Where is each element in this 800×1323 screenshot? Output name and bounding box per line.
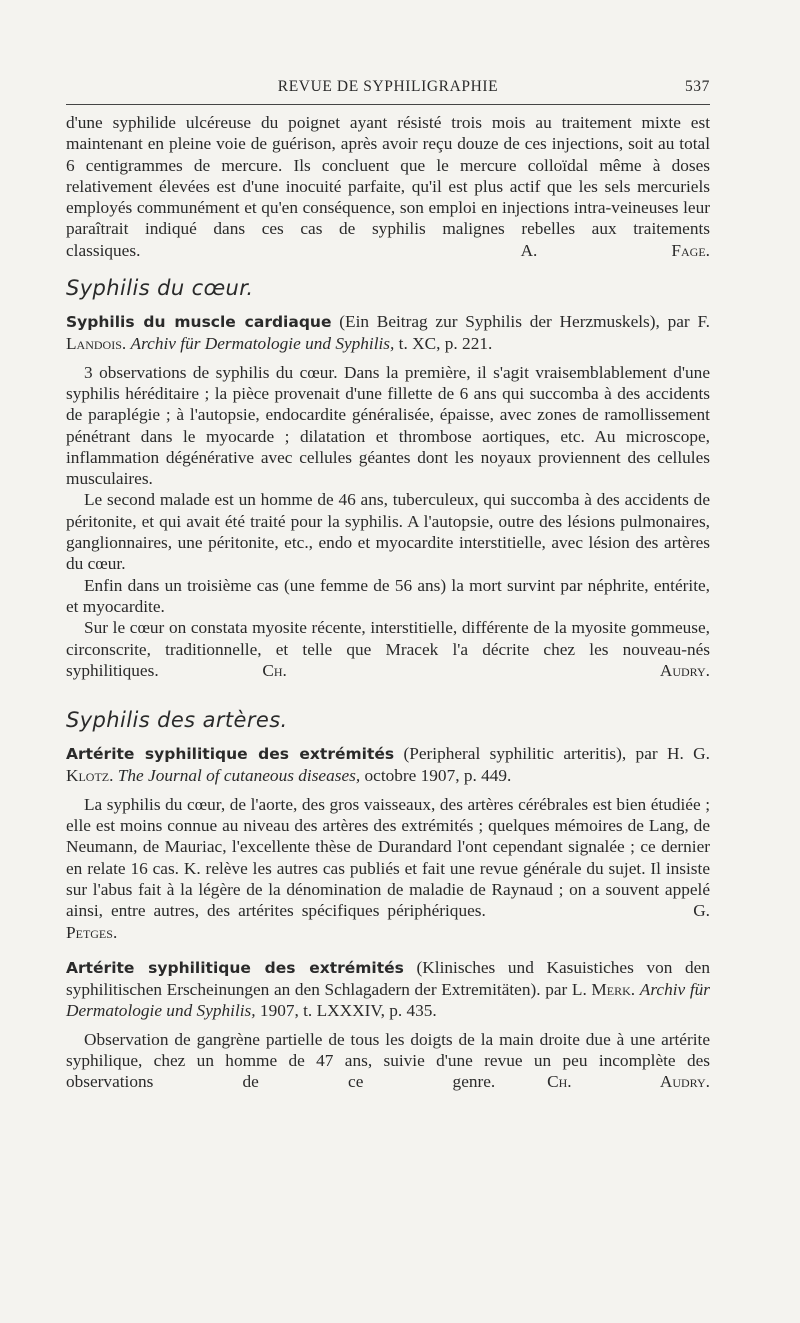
signature: G. Petges. — [66, 901, 710, 942]
page-number: 537 — [684, 78, 710, 95]
citation-sep: . — [121, 334, 131, 354]
header-rule — [66, 104, 710, 105]
citation-sep: . — [630, 980, 640, 1000]
intro-paragraph — [66, 112, 710, 261]
citation-end: t. XC, p. 221. — [394, 334, 493, 354]
body-paragraph: Le second malade est un homme de 46 ans, tuberculeux, qui succomba à des accidents de péritonite, et qui avait été traité pour la syphilis. A l'autopsie, outre des lésions pulmonaires, ganglionnaires, une péritonite, etc., endo et myocardite interstitielle, avec lésion des artères du cœur. — [66, 490, 710, 574]
signature: A. Fage. — [520, 240, 710, 260]
author-name: Klotz — [66, 766, 110, 786]
journal-name: The Journal of cutaneous diseases, — [117, 766, 361, 786]
running-head — [66, 78, 710, 102]
article-citation — [66, 311, 710, 355]
citation-text: (Peripheral syphilitic arteritis), par H. G. — [394, 744, 710, 764]
citation-sep: . — [109, 766, 118, 786]
article-title: Syphilis du muscle cardiaque — [66, 313, 332, 332]
article-citation — [66, 743, 710, 787]
citation-text: (Ein Beitrag zur Syphilis der Herzmuskels), par F. — [331, 312, 711, 332]
article-title: Artérite syphilitique des extrémités — [66, 745, 395, 764]
body-paragraph — [66, 794, 710, 943]
body-paragraph: Enfin dans un troisième cas (une femme de 56 ans) la mort survint par néphrite, entérite, et myocardite. — [66, 575, 710, 616]
signature: Ch. Audry. — [547, 1072, 710, 1092]
body-paragraph: 3 observations de syphilis du cœur. Dans la première, il s'agit vraisemblablement d'une syphilis héréditaire ; la pièce provenait d'une fillette de 6 ans qui succomba à des accidents de paraplégie ; à l'autopsie, endocardite généralisée, épaisse, avec zones de ramollissement pénétrant dans le myocarde ; dilatation et thrombose aortiques, etc. Au microscope, inflammation dégénérative avec cellules géantes dont les noyaux proviennent des cellules musculaires. — [66, 362, 710, 489]
journal-title: REVUE DE SYPHILIGRAPHIE — [277, 78, 499, 95]
author-name: Merk — [591, 980, 631, 1000]
section-heading: Syphilis des artères. — [66, 708, 288, 733]
author-name: Landois — [66, 334, 122, 354]
page-body — [66, 112, 710, 1093]
intro-text: d'une syphilide ulcéreuse du poignet ayant résisté trois mois au traitement mixte est maintenant en pleine voie de guérison, après avoir reçu douze de ces injections, soit au total 6 centigrammes de mercure. Ils concluent que le mercure colloïdal même à doses relativement élevées est d'une inocuité parfaite, qu'il est plus actif que les sels mercuriels employés communément et qu'en conséquence, son emploi en injections intra-veineuses leur paraîtrait indiqué dans ces cas de syphilis malignes rebelles aux traitements classiques. — [66, 113, 710, 260]
article-title: Artérite syphilitique des extrémités — [66, 958, 404, 977]
article-citation — [66, 957, 710, 1022]
journal-name: Archiv für Dermatologie und Syphilis, — [130, 334, 395, 354]
paragraph-text: La syphilis du cœur, de l'aorte, des gros vaisseaux, des artères cérébrales est bien étudiée ; elle est moins connue au niveau des artères des extrémités ; quelques mémoires de Lang, de Neumann, de Mauriac, l'excellente thèse de Durandard l'ont cependant signalée ; ce dernier en relate 16 cas. K. relève les autres cas publiés et fait une revue générale du sujet. Il insiste sur l'abus fait à la légère de la dénomination de maladie de Raynaud ; on a souvent appelé ainsi, entre autres, des artérites spécifiques périphériques. — [66, 794, 710, 921]
citation-text: (Klinisches und Kasuistiches von den syphilitischen Erscheinungen an den Schlagadern der Extremitäten). par L. — [66, 957, 710, 1000]
body-paragraph — [66, 617, 710, 681]
citation-end: octobre 1907, p. 449. — [360, 766, 512, 786]
citation-end: 1907, t. LXXXIV, p. 435. — [255, 1001, 437, 1021]
paragraph-text: Sur le cœur on constata myosite récente, interstitielle, différente de la myosite gommeuse, circonscrite, traditionnelle, et telle que Mracek l'a décrite chez les nouveau-nés syphilitiques. — [66, 618, 710, 680]
journal-name: Archiv für Dermatologie und Syphilis, — [66, 980, 710, 1021]
body-paragraph — [66, 1029, 710, 1093]
signature: Ch. Audry. — [262, 660, 710, 680]
paragraph-text: Observation de gangrène partielle de tous les doigts de la main droite due à une artérite syphilique, chez un homme de 47 ans, suivie d'une revue un peu incomplète des observations de ce genre. — [66, 1029, 710, 1092]
section-heading: Syphilis du cœur. — [66, 276, 254, 301]
